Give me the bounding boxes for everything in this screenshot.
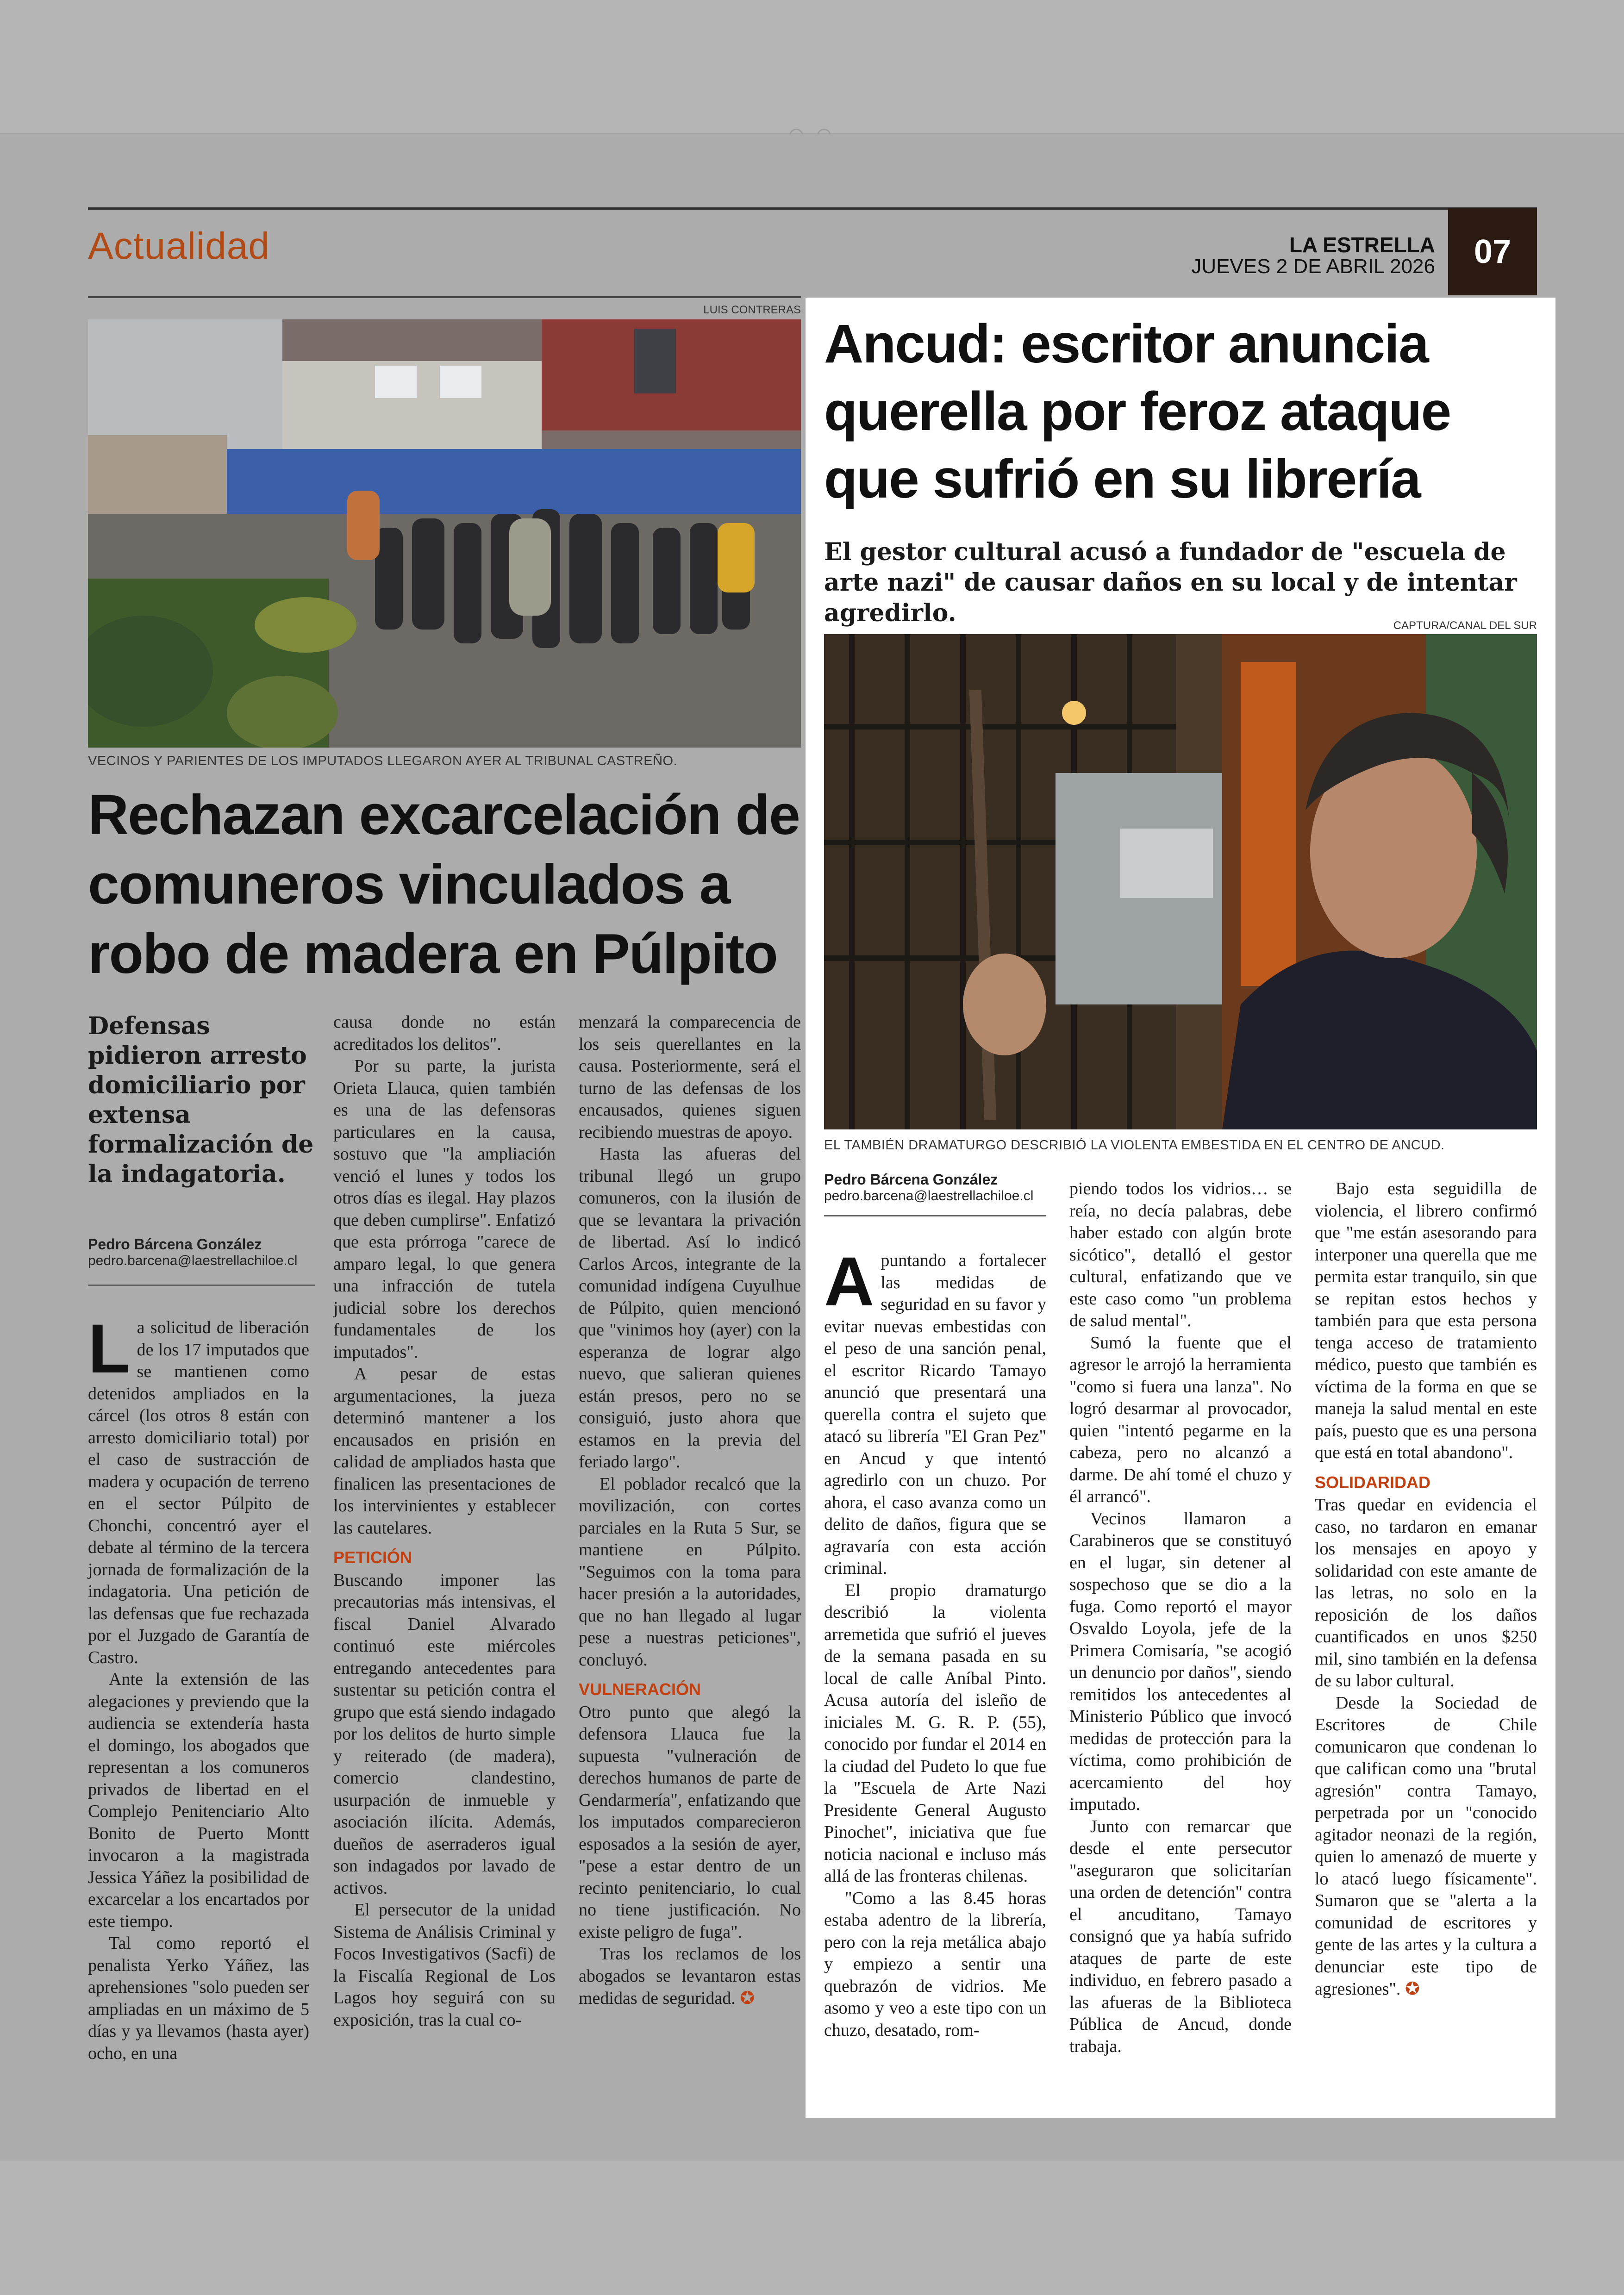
end-of-article-icon: ✪ [1405,1978,1420,1999]
right-photo-caption: EL TAMBIÉN DRAMATURGO DESCRIBIÓ LA VIOLENTA EMBESTIDA EN EL CENTRO DE ANCUD. [824,1138,1445,1153]
right-column-2 [1069,1178,1292,2092]
right-story-photo [824,634,1537,1129]
left-col1-para: La solicitud de liberación de los 17 imputados que se mantienen como detenidos ampliados en la cárcel (los otros 8 están con arresto domiciliario total) por el caso de sustracción de madera y ocupación de terreno en el sector Púlpito de Chonchi, concentró ayer el debate al término de la tercera jornada de formalización de la indagatoria. Una petición de las defensas que fue rechazada por el Juzgado de Garantía de Castro. [88,1310,309,1667]
right-column-3 [1315,1178,1537,2092]
left-col3-para: El poblador recalcó que la movilización, con cortes parciales en la Ruta 5 Sur, se mantiene en Púlpito. "Seguimos con la toma para hacer presión a la autoridades, que no han llegado al lugar pese a nuestras peticiones", concluyó. [579,1474,801,1670]
subhead-peticion: PETICIÓN [333,1548,412,1567]
right-col3-para: Bajo esta seguidilla de violencia, el librero confirmó que "me están asesorando para interponer una querella que me permita estar tranquilo, sin que se repitan estos hechos y también para que esta persona tenga acceso de tratamiento médico, puesto que también es víctima de la forma en que se maneja la salud mental en este país, puesto que es una persona que está en total abandono". [1315,1179,1537,1462]
right-deck: El gestor cultural acusó a fundador de "escuela de arte nazi" de causar daños en su local y de intentar agredirlo. [824,538,1517,627]
left-col2-para: causa donde no están acreditados los delitos". [333,1012,556,1054]
page-number: 07 [1448,208,1537,295]
publication-date: JUEVES 2 DE ABRIL 2026 [1191,255,1435,278]
left-column-2 [333,1011,556,2104]
left-dropcap: L [88,1310,131,1387]
left-col3-para: Tras los reclamos de los abogados se levantaron estas medidas de seguridad. ✪ [579,1944,801,2008]
right-dropcap: A [824,1242,874,1320]
right-col1-para: "Como a las 8.45 horas estaba adentro de la librería, pero con la reja metálica abajo y empiezo a sentir una quebrazón de vidrios. Me asomo y veo a este tipo con un chuzo, desatado, rom- [824,1888,1046,2040]
left-deck: Defensas pidieron arresto domiciliario por extensa formalización de la indagatoria. [88,1012,314,1188]
subhead-solidaridad: SOLIDARIDAD [1315,1472,1430,1492]
right-col1-para: El propio dramaturgo describió la violenta arremetida que sufrió el jueves de la semana pasada en su local de calle Aníbal Pinto. Acusa autoría del isleño de iniciales M. G. R. P. (55), conocido por fundar el 2014 en la ciudad del Pudeto lo que fue la "Escuela de Arte Nazi Presidente General Augusto Pinochet", iniciativa que fue noticia nacional e incluso más allá de las fronteras chilenas. [824,1580,1046,1886]
left-column-3 [579,1011,801,2104]
viewer-top-bar [0,0,1624,134]
left-col2-para: A pesar de estas argumentaciones, la jueza determinó mantener a los encausados en prisión en calidad de ampliados hasta que finalicen las presentaciones de los intervinientes y establecer las cautelares. [333,1364,556,1538]
left-byline [88,1236,315,1269]
right-byline-name: Pedro Bárcena González [824,1171,998,1188]
left-col2-para: Por su parte, la jurista Orieta Llauca, quien también es una de las defensoras particulares en la causa, sostuvo que "la ampliación venció el lunes y todos los otros días es ilegal. Hay plazos que deben cumplirse". Enfatizó que esta prórroga "carece de amparo legal, lo que genera una infracción de tutela judicial sobre los derechos fundamentales de los imputados". [333,1056,556,1362]
right-photo-credit: CAPTURA/CANAL DEL SUR [1393,619,1537,632]
end-of-article-icon: ✪ [740,1988,755,2008]
right-byline-email[interactable]: pedro.barcena@laestrellachiloe.cl [824,1188,1034,1204]
viewer-bottom-bar [0,2161,1624,2295]
subhead-vulneracion: VULNERACIÓN [579,1680,701,1699]
section-label: Actualidad [88,225,270,267]
left-col3-para: menzará la comparecencia de los seis querellantes en la causa. Posteriormente, será el turno de las defensas de los encausados, quienes siguen recibiendo muestras de apoyo. [579,1012,801,1142]
right-column-1 [824,1242,1046,2092]
left-col3-para: Hasta las afueras del tribunal llegó un grupo comuneros, con la ilusión de que se levantara la privación de libertad. Así lo indicó Carlos Arcos, integrante de la comunidad indígena Cuyulhue de Púlpito, quien mencionó que "vinimos hoy (ayer) con la esperanza de lograr algo nuevo, que salieran quienes están presos, pero no se consiguió, justo ahora que estamos en la previa del feriado largo". [579,1144,801,1472]
left-col1-para: Ante la extensión de las alegaciones y previendo que la audiencia se extendería hasta el domingo, los abogados que representan a los comuneros privados de libertad en el Complejo Penitenciario Alto Bonito de Puerto Montt invocaron a la magistrada Jessica Yáñez la posibilidad de excarcelar a los encartados por este tiempo. [88,1670,309,1931]
header-bottom-rule [88,296,801,298]
left-story-photo [88,319,801,748]
left-photo-credit: LUIS CONTRERAS [703,304,801,316]
publication-name: LA ESTRELLA [1289,233,1435,257]
header-top-rule [88,207,1537,210]
right-col1-para: Apuntando a fortalecer las medidas de seguridad en su favor y evitar nuevas embestidas con el peso de una sanción penal, el escritor Ricardo Tamayo anunció que presentará una querella contra el sujeto que atacó su librería "El Gran Pez" en Ancud y que intentó agredirlo con un chuzo. Por ahora, el caso avanza como un delito de daños, figura que se agravaría con esta acción criminal. [824,1242,1046,1578]
left-byline-name: Pedro Bárcena González [88,1236,262,1253]
right-headline: Ancud: escritor anuncia querella por feroz ataque que sufrió en su librería [824,313,1451,510]
right-byline-rule [824,1215,1046,1216]
left-column-1 [88,1310,309,2104]
left-col3-para: Otro punto que alegó la defensora Llauca fue la supuesta "vulneración de derechos humanos de parte de Gendarmería", enfatizando que los imputados comparecieron esposados a la sesión de ayer, "pese a estar dentro de un recinto penitenciario, lo cual no tiene justificación. No existe peligro de fuga". [579,1702,801,1942]
left-col1-para: Tal como reportó el penalista Yerko Yáñez, las aprehensiones "solo pueden ser ampliadas en un máximo de 5 días y ya llevamos (hasta ayer) ocho, en una [88,1933,309,2063]
right-col3-para: Desde la Sociedad de Escritores de Chile comunicaron que condenan lo que califican como una "brutal agresión" contra Tamayo, perpetrada por un "conocido agitador neonazi de la región, quien lo amenazó de muerte y lo atacó luego físicamente". Sumaron que se "alerta a la comunidad de escritores y gente de las artes y la cultura a denunciar este tipo de agresiones". ✪ [1315,1693,1537,1999]
left-col2-para: El persecutor de la unidad Sistema de Análisis Criminal y Focos Investigativos (Sacfi) de la Fiscalía Regional de Los Lagos hoy seguirá con su exposición, tras la cual co- [333,1900,556,2030]
writer-portrait-photo [824,634,1537,1129]
left-col2-para: Buscando imponer las precautorias más intensivas, el fiscal Daniel Alvarado continuó este miércoles entregando antecedentes para sustentar su petición contra el grupo que está siendo indagado por los delitos de hurto simple y reiterado (de madera), comercio clandestino, usurpación de inmueble y asociación ilícita. Además, dueños de aserraderos igual son indagados por lavado de activos. [333,1570,556,1898]
left-photo-caption: VECINOS Y PARIENTES DE LOS IMPUTADOS LLEGARON AYER AL TRIBUNAL CASTREÑO. [88,754,678,768]
masthead [1065,234,1435,277]
left-byline-rule [88,1285,315,1286]
left-byline-email[interactable]: pedro.barcena@laestrellachiloe.cl [88,1253,298,1268]
right-col2-para: Sumó la fuente que el agresor le arrojó la herramienta "como si fuera una lanza". No logró desarmar al provocador, quien "intentó pegarme en la cabeza, pero no alcanzó a darme. De ahí tomé el chuzo y él arrancó". [1069,1333,1292,1506]
right-col2-para: Vecinos llamaron a Carabineros que se constituyó en el lugar, sin detener al sospechoso que se dio a la fuga. Como reportó el mayor Osvaldo Loyola, jefe de la Primera Comisaría, "se acogió un denuncio por daños", siendo remitidos los antecedentes al Ministerio Público que invocó medidas de protección para la víctima, como prohibición de acercamiento del hoy imputado. [1069,1509,1292,1814]
right-byline [824,1171,1056,1204]
right-col3-para: Tras quedar en evidencia el caso, no tardaron en emanar los mensajes en apoyo y solidaridad con este amante de las letras, no solo en la reposición de los daños cuantificados en unos $250 mil, sino también en la defensa de su labor cultural. [1315,1495,1537,1690]
right-col2-para: piendo todos los vidrios… se reía, no decía palabras, debe haber estado con algún brote sicótico", detalló el gestor cultural, enfatizando que ve este caso como "un problema de salud mental". [1069,1179,1292,1330]
tribunal-crowd-photo [88,319,801,748]
right-col2-para: Junto con remarcar que desde el ente persecutor "aseguraron que solicitarían una orden de detención" contra el ancuditano, Tamayo consignó que ya había sufrido ataques de parte de este individuo, en febrero pasado a las afueras de la Biblioteca Pública de Ancud, donde trabaja. [1069,1816,1292,2056]
left-headline: Rechazan excarcelación de comuneros vinculados a robo de madera en Púlpito [88,783,800,985]
